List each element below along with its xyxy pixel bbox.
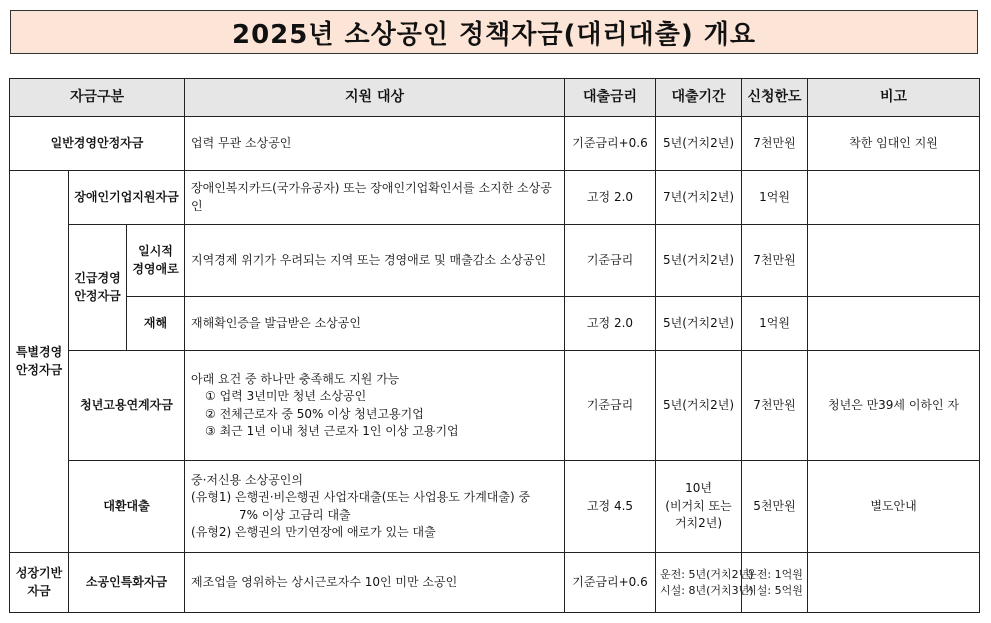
header-rate: 대출금리 — [565, 79, 656, 117]
fund-limit: 7천만원 — [742, 117, 808, 171]
fund-name: 일반경영안정자금 — [10, 117, 185, 171]
target-line: (유형1) 은행권·비은행권 사업자대출(또는 사업용도 가계대출) 중 — [191, 490, 531, 505]
table-row — [10, 461, 980, 553]
fund-period: 5년(거치2년) — [656, 351, 742, 461]
page-title-box — [10, 10, 978, 54]
period-line: 운전: 5년(거치2년) — [660, 567, 754, 581]
period-line: (비거치 또는 — [665, 498, 732, 513]
fund-target — [185, 461, 565, 553]
header-category: 자금구분 — [10, 79, 185, 117]
fund-note — [808, 297, 980, 351]
fund-rate: 고정 2.0 — [565, 171, 656, 225]
table-row — [10, 225, 980, 297]
fund-rate: 기준금리+0.6 — [565, 117, 656, 171]
fund-limit: 1억원 — [742, 171, 808, 225]
fund-limit — [742, 553, 808, 613]
fund-name: 대환대출 — [69, 461, 185, 553]
target-line: 7% 이상 고금리 대출 — [239, 507, 351, 522]
fund-period: 7년(거치2년) — [656, 171, 742, 225]
fund-name: 재해 — [127, 297, 185, 351]
target-line: (유형2) 은행권의 만기연장에 애로가 있는 대출 — [191, 524, 436, 539]
fund-period: 5년(거치2년) — [656, 225, 742, 297]
target-line: ② 전체근로자 중 50% 이상 청년고용기업 — [205, 406, 424, 421]
header-target: 지원 대상 — [185, 79, 565, 117]
group-growth: 성장기반 자금 — [10, 553, 69, 613]
policy-fund-table — [9, 78, 980, 613]
fund-period: 5년(거치2년) — [656, 297, 742, 351]
table-row — [10, 553, 980, 613]
table-row — [10, 171, 980, 225]
fund-target — [185, 351, 565, 461]
table-row — [10, 351, 980, 461]
fund-limit: 5천만원 — [742, 461, 808, 553]
fund-note: 별도안내 — [808, 461, 980, 553]
fund-target: 지역경제 위기가 우려되는 지역 또는 경영애로 및 매출감소 소상공인 — [185, 225, 565, 297]
fund-rate: 기준금리 — [565, 225, 656, 297]
fund-limit: 7천만원 — [742, 351, 808, 461]
fund-name: 소공인특화자금 — [69, 553, 185, 613]
fund-note — [808, 553, 980, 613]
fund-target: 제조업을 영위하는 상시근로자수 10인 미만 소공인 — [185, 553, 565, 613]
group-special: 특별경영 안정자금 — [10, 171, 69, 553]
table-row — [10, 297, 980, 351]
fund-note — [808, 225, 980, 297]
target-line: 아래 요건 중 하나만 충족해도 지원 가능 — [191, 371, 400, 386]
fund-target: 장애인복지카드(국가유공자) 또는 장애인기업확인서를 소지한 소상공인 — [185, 171, 565, 225]
fund-target: 업력 무관 소상공인 — [185, 117, 565, 171]
period-line: 시설: 8년(거치3년) — [660, 583, 754, 597]
table-row — [10, 117, 980, 171]
group-emergency: 긴급경영 안정자금 — [69, 225, 127, 351]
header-limit: 신청한도 — [742, 79, 808, 117]
header-period: 대출기간 — [656, 79, 742, 117]
fund-note: 착한 임대인 지원 — [808, 117, 980, 171]
fund-rate: 고정 4.5 — [565, 461, 656, 553]
target-line: ③ 최근 1년 이내 청년 근로자 1인 이상 고용기업 — [205, 423, 459, 438]
page-title: 2025년 소상공인 정책자금(대리대출) 개요 — [231, 19, 757, 50]
fund-name: 청년고용연계자금 — [69, 351, 185, 461]
fund-name: 일시적 경영애로 — [127, 225, 185, 297]
fund-limit: 1억원 — [742, 297, 808, 351]
target-line: 중·저신용 소상공인의 — [191, 472, 303, 487]
fund-period — [656, 461, 742, 553]
fund-period: 5년(거치2년) — [656, 117, 742, 171]
fund-rate: 고정 2.0 — [565, 297, 656, 351]
fund-note: 청년은 만39세 이하인 자 — [808, 351, 980, 461]
fund-rate: 기준금리 — [565, 351, 656, 461]
period-line: 10년 — [685, 481, 712, 496]
header-row — [10, 79, 980, 117]
fund-limit: 7천만원 — [742, 225, 808, 297]
period-line: 거치2년) — [674, 516, 723, 531]
fund-note — [808, 171, 980, 225]
limit-line: 시설: 5억원 — [746, 583, 803, 597]
limit-line: 운전: 1억원 — [746, 567, 803, 581]
fund-period — [656, 553, 754, 613]
header-note: 비고 — [808, 79, 980, 117]
fund-target: 재해확인증을 발급받은 소상공인 — [185, 297, 565, 351]
target-line: ① 업력 3년미만 청년 소상공인 — [205, 389, 367, 404]
fund-rate: 기준금리+0.6 — [565, 553, 656, 613]
fund-name: 장애인기업지원자금 — [69, 171, 185, 225]
